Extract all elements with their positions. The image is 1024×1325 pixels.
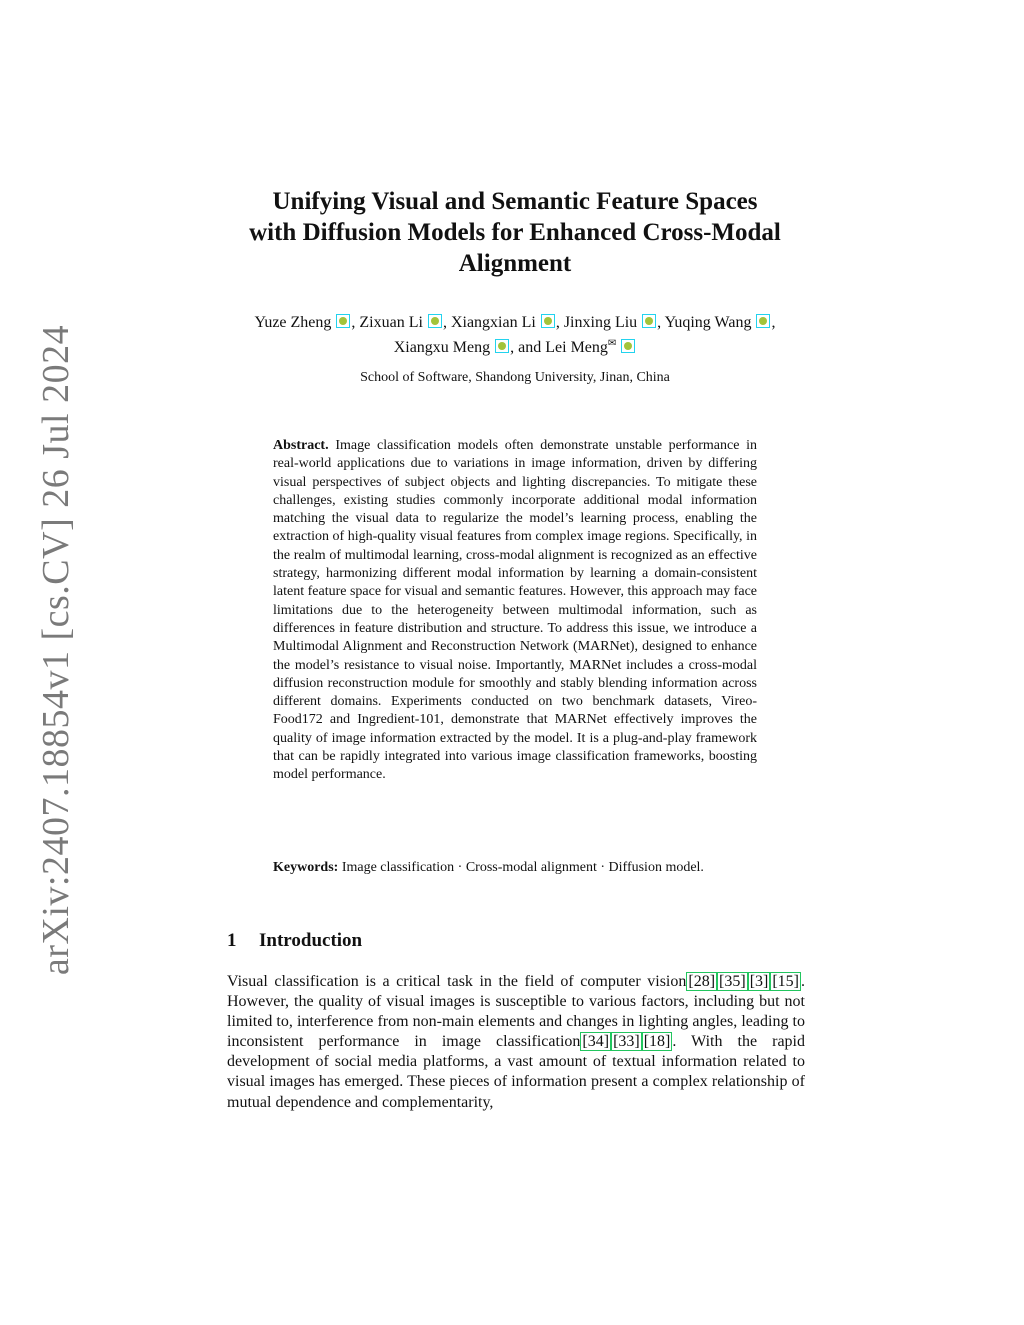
citation-link[interactable]: [18] bbox=[643, 1033, 671, 1051]
citation-link[interactable]: [28] bbox=[688, 973, 716, 990]
author-name: Jinxing Liu bbox=[563, 314, 638, 331]
keywords bbox=[273, 859, 757, 877]
author-name: Xiangxian Li bbox=[450, 314, 536, 331]
section-title: Introduction bbox=[259, 930, 363, 951]
abstract-label: Abstract. bbox=[273, 438, 329, 453]
title-line-2: with Diffusion Models for Enhanced Cross-Modal bbox=[249, 219, 781, 246]
author-name: Lei Meng bbox=[545, 339, 608, 356]
envelope-icon: ✉ bbox=[607, 338, 617, 349]
citation-link[interactable]: [33] bbox=[613, 1033, 640, 1051]
orcid-icon[interactable] bbox=[541, 314, 555, 328]
orcid-icon[interactable] bbox=[642, 314, 656, 328]
title-line-1: Unifying Visual and Semantic Feature Spaces bbox=[272, 188, 758, 215]
affiliation: School of Software, Shandong University, Jinan, China bbox=[360, 370, 670, 385]
orcid-icon[interactable] bbox=[756, 314, 770, 328]
orcid-icon[interactable] bbox=[336, 314, 350, 328]
citation-link[interactable]: [34] bbox=[582, 1033, 610, 1051]
keywords-label: Keywords: bbox=[273, 860, 339, 875]
arxiv-identifier: arXiv:2407.18854v1 [cs.CV] 26 Jul 2024 bbox=[35, 324, 77, 976]
keywords-text: Image classification · Cross-modal alignment · Diffusion model. bbox=[341, 860, 704, 875]
author-list: Yuze Zheng , Zixuan Li , Xiangxian Li , Jinxing Liu , Yuqing Wang , Xiangxu Meng , and Lei Meng✉ bbox=[254, 314, 776, 356]
abstract bbox=[273, 437, 757, 785]
orcid-icon[interactable] bbox=[495, 339, 509, 353]
orcid-icon[interactable] bbox=[621, 339, 635, 353]
citation-link[interactable]: [15] bbox=[772, 973, 799, 990]
citation-link[interactable]: [3] bbox=[749, 973, 769, 990]
orcid-icon[interactable] bbox=[428, 314, 442, 328]
paper-title bbox=[180, 186, 850, 279]
author-name: Yuqing Wang bbox=[664, 314, 752, 331]
section-number: 1 bbox=[227, 930, 237, 951]
citation-link[interactable]: [35] bbox=[719, 973, 746, 990]
body-paragraph: Visual classification is a critical task in the field of computer vision [28] [35] [3] [15] . However, the quality of visual images is susceptible to various factors, including but not limited to, interference from non-main elements and changes in lighting angles, leading to inconsistent performance in image classification [34] [33] [18] . With the rapid development of social media platforms, a vast amount of textual information related to visual images has emerged. These pieces of information present a complex relationship of mutual dependence and complementarity, bbox=[227, 973, 805, 1111]
author-name: Zixuan Li bbox=[359, 314, 423, 331]
section-heading bbox=[227, 930, 362, 952]
title-line-3: Alignment bbox=[458, 250, 572, 277]
author-name: Xiangxu Meng bbox=[393, 339, 491, 356]
author-name: Yuze Zheng bbox=[254, 314, 332, 331]
abstract-text: Image classification models often demonstrate unstable performance in real-world applications due to variations in image information, driven by differing visual perspectives of subject objects and lighting discrepancies. To mitigate these challenges, existing studies commonly incorporate additional modal information matching the visual data to regularize the model’s learning process, enabling the extraction of high-quality visual features from complex image regions. Specifically, in the realm of multimodal learning, cross-modal alignment is recognized as an effective strategy, harmonizing different modal information by learning a domain-consistent latent feature space for visual and semantic features. However, this approach may face limitations due to the heterogeneity between multimodal information, such as differences in feature distribution and structure. To address this issue, we introduce a Multimodal Alignment and Reconstruction Network (MARNet), designed to enhance the model’s resistance to visual noise. Importantly, MARNet includes a cross-modal diffusion reconstruction module for smoothly and stably blending information across different domains. Experiments conducted on two benchmark datasets, Vireo-Food172 and Ingredient-101, demonstrate that MARNet effectively improves the quality of image information extracted by the model. It is a plug-and-play framework that can be rapidly integrated into various image classification frameworks, boosting model performance. bbox=[273, 438, 758, 783]
